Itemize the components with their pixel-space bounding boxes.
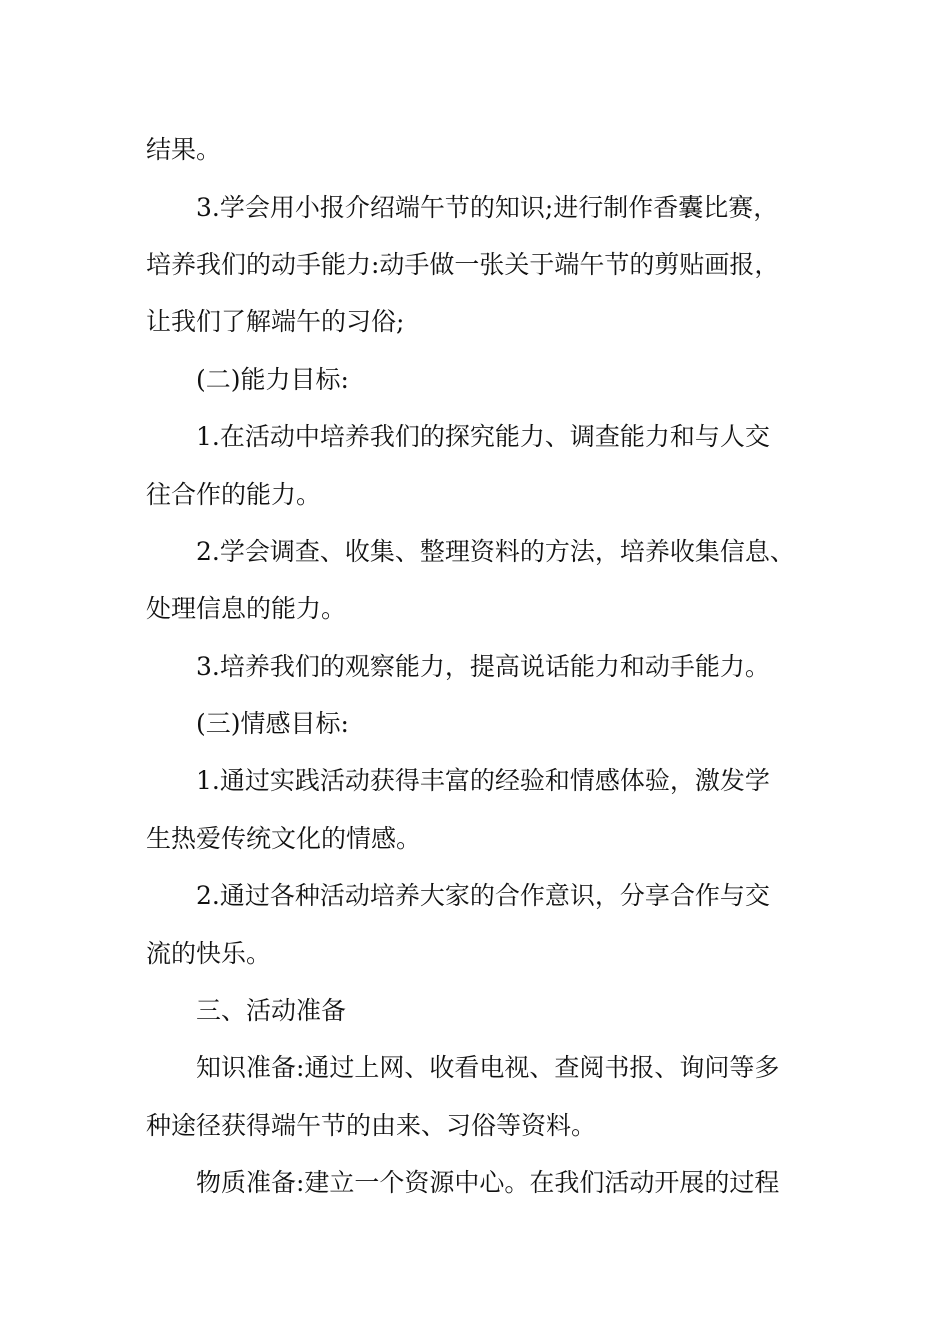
section-heading: (三)情感目标:	[196, 709, 349, 738]
text-line: 结果。	[146, 135, 222, 164]
section-heading: 三、活动准备	[196, 996, 347, 1025]
text-line: 让我们了解端午的习俗;	[146, 307, 405, 336]
text-line: 2.学会调查、收集、整理资料的方法，培养收集信息、	[196, 537, 795, 566]
text-line: 培养我们的动手能力:动手做一张关于端午节的剪贴画报，	[146, 250, 780, 279]
text-line: 流的快乐。	[146, 939, 272, 968]
text-line: 处理信息的能力。	[146, 594, 347, 623]
text-line: 往合作的能力。	[146, 480, 322, 509]
section-heading: (二)能力目标:	[196, 365, 349, 394]
text-line: 2.通过各种活动培养大家的合作意识，分享合作与交	[196, 881, 770, 910]
text-line: 3.培养我们的观察能力，提高说话能力和动手能力。	[196, 652, 770, 681]
text-line: 3.学会用小报介绍端午节的知识;进行制作香囊比赛，	[196, 193, 779, 222]
text-line: 物质准备:建立一个资源中心。在我们活动开展的过程	[196, 1168, 780, 1197]
text-line: 知识准备:通过上网、收看电视、查阅书报、询问等多	[196, 1053, 780, 1082]
text-line: 生热爱传统文化的情感。	[146, 824, 422, 853]
text-line: 1.在活动中培养我们的探究能力、调查能力和与人交	[196, 422, 770, 451]
text-line: 种途径获得端午节的由来、习俗等资料。	[146, 1111, 597, 1140]
text-line: 1.通过实践活动获得丰富的经验和情感体验，激发学	[196, 766, 770, 795]
